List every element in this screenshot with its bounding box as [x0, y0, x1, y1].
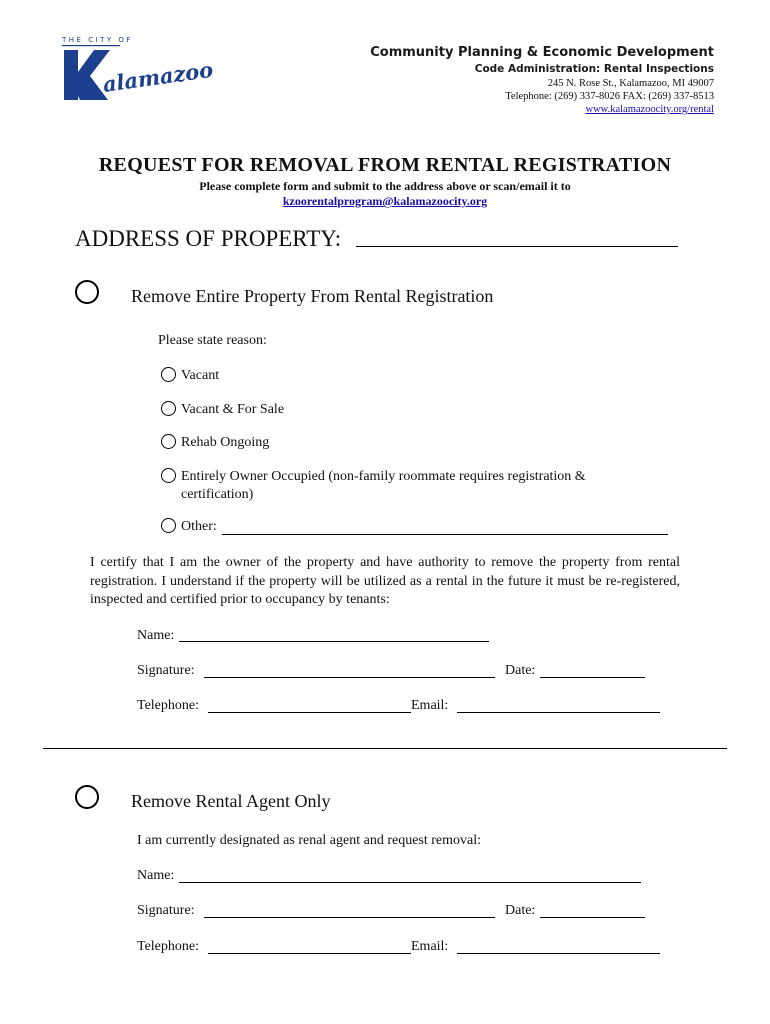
reason-vacant-for-sale-radio[interactable] — [161, 401, 176, 416]
agent-signature-field[interactable] — [204, 917, 495, 918]
owner-date-label: Date: — [505, 663, 536, 678]
form-subtitle: Please complete form and submit to the address above or scan/email it to — [199, 179, 571, 193]
owner-signature-field[interactable] — [204, 677, 495, 678]
owner-email-label: Email: — [411, 698, 449, 713]
contact-email-link[interactable]: kzoorentalprogram@kalamazoocity.org — [282, 194, 488, 208]
address-label: ADDRESS OF PROPERTY: — [75, 226, 342, 251]
owner-date-field[interactable] — [540, 677, 645, 678]
website-link[interactable]: www.kalamazoocity.org/rental — [585, 104, 714, 115]
agent-signature-label: Signature: — [137, 903, 195, 918]
dept-name: Code Administration: Rental Inspections — [474, 63, 714, 75]
remove-agent-radio[interactable] — [75, 785, 99, 809]
option1-title: Remove Entire Property From Rental Registration — [131, 286, 494, 306]
agent-date-label: Date: — [505, 903, 536, 918]
agent-telephone-field[interactable] — [208, 953, 411, 954]
owner-telephone-field[interactable] — [208, 712, 411, 713]
reason-other-label: Other: — [181, 519, 217, 534]
option2-title: Remove Rental Agent Only — [131, 791, 331, 811]
reason-owner-occupied-radio[interactable] — [161, 468, 176, 483]
certify-statement: I certify that I am the owner of the property and have authority to remove the property from rental registration. I understand if the property will be utilized as a rental in the future it must be re-registered, inspected and certified prior to occupancy by tenants: — [90, 555, 680, 607]
reason-rehab-label: Rehab Ongoing — [181, 435, 270, 450]
owner-email-field[interactable] — [457, 712, 660, 713]
owner-name-field[interactable] — [179, 641, 489, 642]
reason-label: Please state reason: — [158, 333, 267, 348]
agent-telephone-label: Telephone: — [137, 939, 199, 954]
address-field[interactable] — [356, 246, 678, 247]
agent-name-label: Name: — [137, 868, 175, 883]
reason-other-field[interactable] — [222, 534, 668, 535]
logo-top-text: THE CITY OF — [62, 36, 133, 44]
owner-telephone-label: Telephone: — [137, 698, 199, 713]
office-address: 245 N. Rose St., Kalamazoo, MI 49007 — [547, 78, 714, 89]
section-divider — [43, 748, 727, 749]
office-phone: Telephone: (269) 337-8026 FAX: (269) 337-8513 — [505, 91, 714, 102]
logo-script-text: alamazoo — [101, 56, 215, 97]
owner-signature-label: Signature: — [137, 663, 195, 678]
owner-name-label: Name: — [137, 628, 175, 643]
reason-owner-occupied-label: Entirely Owner Occupied (non-family roommate requires registration & — [181, 469, 586, 484]
reason-vacant-for-sale-label: Vacant & For Sale — [181, 402, 285, 417]
agent-email-field[interactable] — [457, 953, 660, 954]
form-title: REQUEST FOR REMOVAL FROM RENTAL REGISTRATION — [98, 154, 672, 176]
remove-property-radio[interactable] — [75, 280, 99, 304]
agent-statement: I am currently designated as renal agent and request removal: — [137, 833, 482, 848]
reason-vacant-radio[interactable] — [161, 367, 176, 382]
city-logo — [60, 34, 215, 114]
org-name: Community Planning & Economic Development — [370, 45, 714, 60]
agent-email-label: Email: — [411, 939, 449, 954]
reason-rehab-radio[interactable] — [161, 434, 176, 449]
agent-date-field[interactable] — [540, 917, 645, 918]
reason-other-radio[interactable] — [161, 518, 176, 533]
reason-owner-occupied-label-cont: certification) — [181, 487, 254, 502]
reason-vacant-label: Vacant — [181, 368, 220, 383]
agent-name-field[interactable] — [179, 882, 641, 883]
